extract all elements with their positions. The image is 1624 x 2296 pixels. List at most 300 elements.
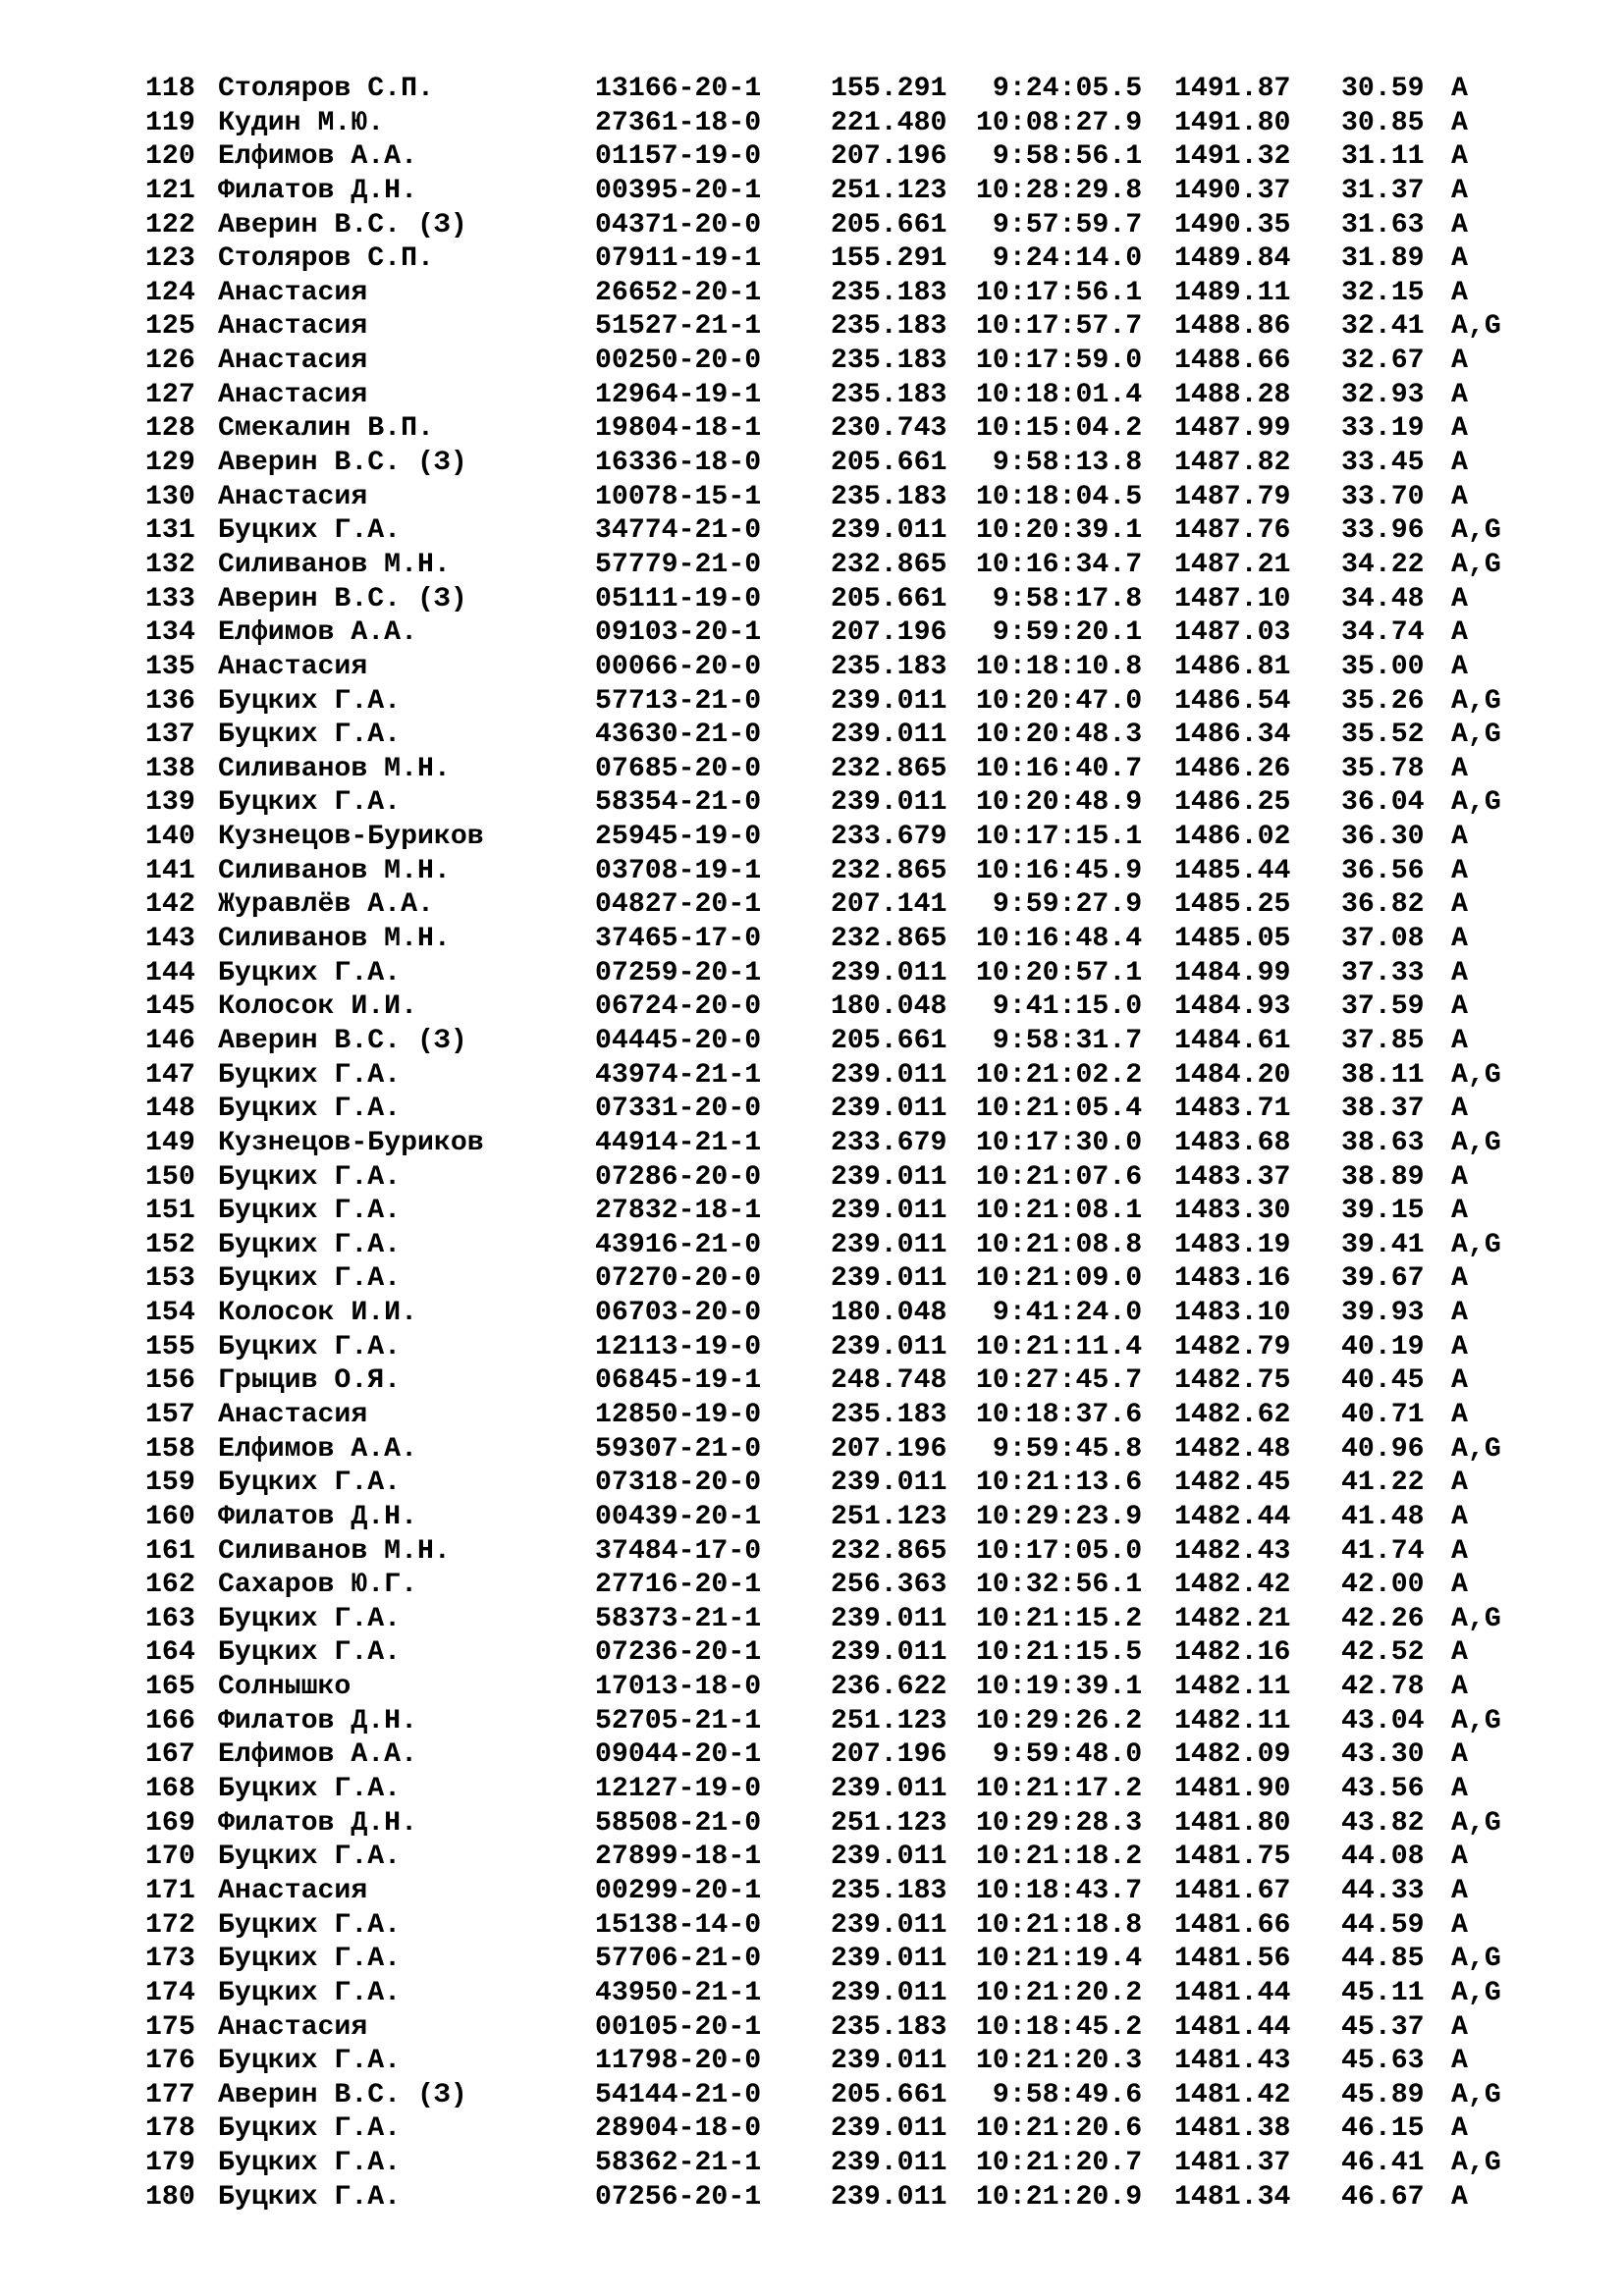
arrival-time-cell: 10:17:56.1 bbox=[976, 277, 1143, 308]
category-flag-cell: A,G bbox=[1451, 1977, 1501, 2008]
points-cell: 34.48 bbox=[1341, 583, 1425, 614]
ring-number-cell: 12113-19-0 bbox=[595, 1331, 762, 1362]
points-cell: 46.15 bbox=[1341, 2113, 1425, 2145]
fancier-name-cell: Анастасия bbox=[218, 1399, 368, 1430]
distance-cell: 205.661 bbox=[831, 209, 947, 240]
category-flag-cell: A bbox=[1451, 617, 1468, 649]
position-cell: 140 bbox=[145, 822, 195, 853]
fancier-name-cell: Кудин М.Ю. bbox=[218, 107, 385, 138]
ring-number-cell: 03708-19-1 bbox=[595, 855, 762, 886]
points-cell: 46.41 bbox=[1341, 2148, 1425, 2179]
ring-number-cell: 37484-17-0 bbox=[595, 1535, 762, 1567]
points-cell: 45.11 bbox=[1341, 1977, 1425, 2008]
speed-cell: 1481.66 bbox=[1174, 1909, 1291, 1941]
ring-number-cell: 06724-20-0 bbox=[595, 991, 762, 1023]
ring-number-cell: 27361-18-0 bbox=[595, 107, 762, 138]
speed-cell: 1483.16 bbox=[1174, 1263, 1291, 1295]
distance-cell: 207.196 bbox=[831, 1739, 947, 1771]
ring-number-cell: 00439-20-1 bbox=[595, 1501, 762, 1532]
distance-cell: 239.011 bbox=[831, 1263, 947, 1295]
distance-cell: 236.622 bbox=[831, 1672, 947, 1703]
category-flag-cell: A,G bbox=[1451, 1705, 1501, 1736]
ring-number-cell: 57779-21-0 bbox=[595, 549, 762, 580]
points-cell: 39.93 bbox=[1341, 1298, 1425, 1329]
points-cell: 33.19 bbox=[1341, 413, 1425, 445]
position-cell: 119 bbox=[145, 107, 195, 138]
speed-cell: 1489.11 bbox=[1174, 277, 1291, 308]
speed-cell: 1491.87 bbox=[1174, 74, 1291, 104]
arrival-time-cell: 10:29:28.3 bbox=[976, 1807, 1143, 1839]
ring-number-cell: 58508-21-0 bbox=[595, 1807, 762, 1839]
points-cell: 39.15 bbox=[1341, 1196, 1425, 1227]
category-flag-cell: A,G bbox=[1451, 549, 1501, 580]
fancier-name-cell: Буцких Г.А. bbox=[218, 1229, 402, 1260]
ring-number-cell: 10078-15-1 bbox=[595, 481, 762, 512]
speed-cell: 1482.21 bbox=[1174, 1603, 1291, 1634]
position-cell: 129 bbox=[145, 448, 195, 479]
category-flag-cell: A bbox=[1451, 1501, 1468, 1532]
speed-cell: 1486.54 bbox=[1174, 685, 1291, 717]
points-cell: 32.93 bbox=[1341, 379, 1425, 410]
ring-number-cell: 07270-20-0 bbox=[595, 1263, 762, 1295]
category-flag-cell: A,G bbox=[1451, 311, 1501, 343]
ring-number-cell: 07259-20-1 bbox=[595, 957, 762, 988]
points-cell: 37.85 bbox=[1341, 1025, 1425, 1056]
category-flag-cell: A bbox=[1451, 1263, 1468, 1295]
category-flag-cell: A bbox=[1451, 1468, 1468, 1499]
category-flag-cell: A bbox=[1451, 1637, 1468, 1669]
category-flag-cell: A bbox=[1451, 1909, 1468, 1941]
ring-number-cell: 06703-20-0 bbox=[595, 1298, 762, 1329]
points-cell: 35.78 bbox=[1341, 753, 1425, 784]
ring-number-cell: 00299-20-1 bbox=[595, 1875, 762, 1906]
points-cell: 30.85 bbox=[1341, 107, 1425, 138]
category-flag-cell: A bbox=[1451, 141, 1468, 173]
position-cell: 127 bbox=[145, 379, 195, 410]
position-cell: 175 bbox=[145, 2011, 195, 2043]
speed-cell: 1482.75 bbox=[1174, 1365, 1291, 1397]
category-flag-cell: A bbox=[1451, 481, 1468, 512]
points-cell: 44.33 bbox=[1341, 1875, 1425, 1906]
points-cell: 33.45 bbox=[1341, 448, 1425, 479]
arrival-time-cell: 10:20:47.0 bbox=[976, 685, 1143, 717]
ring-number-cell: 57713-21-0 bbox=[595, 685, 762, 717]
fancier-name-cell: Буцких Г.А. bbox=[218, 685, 402, 717]
fancier-name-cell: Анастасия bbox=[218, 277, 368, 308]
arrival-time-cell: 10:18:10.8 bbox=[976, 651, 1143, 682]
distance-cell: 235.183 bbox=[831, 2011, 947, 2043]
distance-cell: 155.291 bbox=[831, 243, 947, 275]
arrival-time-cell: 10:18:01.4 bbox=[976, 379, 1143, 410]
points-cell: 43.04 bbox=[1341, 1705, 1425, 1736]
distance-cell: 239.011 bbox=[831, 1094, 947, 1125]
distance-cell: 205.661 bbox=[831, 448, 947, 479]
ring-number-cell: 00395-20-1 bbox=[595, 175, 762, 206]
arrival-time-cell: 10:16:40.7 bbox=[976, 753, 1143, 784]
position-cell: 125 bbox=[145, 311, 195, 343]
position-cell: 171 bbox=[145, 1875, 195, 1906]
position-cell: 153 bbox=[145, 1263, 195, 1295]
position-cell: 178 bbox=[145, 2113, 195, 2145]
arrival-time-cell: 10:20:48.3 bbox=[976, 720, 1143, 751]
distance-cell: 232.865 bbox=[831, 549, 947, 580]
position-cell: 136 bbox=[145, 685, 195, 717]
speed-cell: 1489.84 bbox=[1174, 243, 1291, 275]
distance-cell: 235.183 bbox=[831, 346, 947, 377]
ring-number-cell: 58362-21-1 bbox=[595, 2148, 762, 2179]
category-flag-cell: A bbox=[1451, 583, 1468, 614]
arrival-time-cell: 10:21:15.5 bbox=[976, 1637, 1143, 1669]
fancier-name-cell: Елфимов А.А. bbox=[218, 1433, 417, 1465]
category-flag-cell: A bbox=[1451, 1842, 1468, 1873]
fancier-name-cell: Аверин В.С. (З) bbox=[218, 209, 467, 240]
ring-number-cell: 57706-21-0 bbox=[595, 1944, 762, 1975]
arrival-time-cell: 10:15:04.2 bbox=[976, 413, 1143, 445]
arrival-time-cell: 10:17:57.7 bbox=[976, 311, 1143, 343]
fancier-name-cell: Силиванов М.Н. bbox=[218, 855, 451, 886]
speed-cell: 1486.02 bbox=[1174, 822, 1291, 853]
speed-cell: 1481.34 bbox=[1174, 2181, 1291, 2213]
ring-number-cell: 52705-21-1 bbox=[595, 1705, 762, 1736]
fancier-name-cell: Анастасия bbox=[218, 1875, 368, 1906]
position-cell: 131 bbox=[145, 515, 195, 547]
points-cell: 36.82 bbox=[1341, 889, 1425, 921]
position-cell: 122 bbox=[145, 209, 195, 240]
ring-number-cell: 28904-18-0 bbox=[595, 2113, 762, 2145]
position-cell: 138 bbox=[145, 753, 195, 784]
ring-number-cell: 43950-21-1 bbox=[595, 1977, 762, 2008]
speed-cell: 1483.68 bbox=[1174, 1127, 1291, 1158]
category-flag-cell: A bbox=[1451, 957, 1468, 988]
ring-number-cell: 16336-18-0 bbox=[595, 448, 762, 479]
distance-cell: 239.011 bbox=[831, 957, 947, 988]
ring-number-cell: 04827-20-1 bbox=[595, 889, 762, 921]
fancier-name-cell: Грыцив О.Я. bbox=[218, 1365, 402, 1397]
arrival-time-cell: 10:20:57.1 bbox=[976, 957, 1143, 988]
points-cell: 46.67 bbox=[1341, 2181, 1425, 2213]
distance-cell: 180.048 bbox=[831, 991, 947, 1023]
fancier-name-cell: Силиванов М.Н. bbox=[218, 1535, 451, 1567]
distance-cell: 235.183 bbox=[831, 1399, 947, 1430]
speed-cell: 1481.37 bbox=[1174, 2148, 1291, 2179]
arrival-time-cell: 10:21:18.2 bbox=[976, 1842, 1143, 1873]
distance-cell: 256.363 bbox=[831, 1570, 947, 1601]
arrival-time-cell: 9:59:45.8 bbox=[976, 1433, 1143, 1465]
position-cell: 137 bbox=[145, 720, 195, 751]
distance-cell: 239.011 bbox=[831, 2148, 947, 2179]
position-cell: 155 bbox=[145, 1331, 195, 1362]
points-cell: 32.15 bbox=[1341, 277, 1425, 308]
points-cell: 35.52 bbox=[1341, 720, 1425, 751]
arrival-time-cell: 10:21:20.2 bbox=[976, 1977, 1143, 2008]
arrival-time-cell: 10:21:05.4 bbox=[976, 1094, 1143, 1125]
position-cell: 130 bbox=[145, 481, 195, 512]
fancier-name-cell: Кузнецов-Буриков bbox=[218, 822, 484, 853]
ring-number-cell: 07256-20-1 bbox=[595, 2181, 762, 2213]
distance-cell: 221.480 bbox=[831, 107, 947, 138]
distance-cell: 155.291 bbox=[831, 74, 947, 104]
fancier-name-cell: Филатов Д.Н. bbox=[218, 175, 417, 206]
category-flag-cell: A bbox=[1451, 1399, 1468, 1430]
distance-cell: 239.011 bbox=[831, 1637, 947, 1669]
distance-cell: 232.865 bbox=[831, 1535, 947, 1567]
speed-cell: 1485.44 bbox=[1174, 855, 1291, 886]
distance-cell: 235.183 bbox=[831, 379, 947, 410]
ring-number-cell: 07286-20-0 bbox=[595, 1161, 762, 1193]
points-cell: 43.56 bbox=[1341, 1774, 1425, 1805]
ring-number-cell: 13166-20-1 bbox=[595, 74, 762, 104]
points-cell: 42.52 bbox=[1341, 1637, 1425, 1669]
position-cell: 132 bbox=[145, 549, 195, 580]
category-flag-cell: A bbox=[1451, 1196, 1468, 1227]
position-cell: 150 bbox=[145, 1161, 195, 1193]
fancier-name-cell: Буцких Г.А. bbox=[218, 1161, 402, 1193]
distance-cell: 232.865 bbox=[831, 753, 947, 784]
distance-cell: 239.011 bbox=[831, 1229, 947, 1260]
category-flag-cell: A bbox=[1451, 175, 1468, 206]
ring-number-cell: 12964-19-1 bbox=[595, 379, 762, 410]
distance-cell: 233.679 bbox=[831, 1127, 947, 1158]
position-cell: 128 bbox=[145, 413, 195, 445]
position-cell: 139 bbox=[145, 787, 195, 819]
distance-cell: 232.865 bbox=[831, 924, 947, 955]
ring-number-cell: 27832-18-1 bbox=[595, 1196, 762, 1227]
arrival-time-cell: 10:21:20.7 bbox=[976, 2148, 1143, 2179]
position-cell: 148 bbox=[145, 1094, 195, 1125]
fancier-name-cell: Силиванов М.Н. bbox=[218, 753, 451, 784]
fancier-name-cell: Аверин В.С. (З) bbox=[218, 2079, 467, 2110]
points-cell: 42.26 bbox=[1341, 1603, 1425, 1634]
fancier-name-cell: Солнышко bbox=[218, 1672, 352, 1703]
ring-number-cell: 06845-19-1 bbox=[595, 1365, 762, 1397]
category-flag-cell: A bbox=[1451, 991, 1468, 1023]
distance-cell: 232.865 bbox=[831, 855, 947, 886]
position-cell: 168 bbox=[145, 1774, 195, 1805]
speed-cell: 1487.76 bbox=[1174, 515, 1291, 547]
category-flag-cell: A bbox=[1451, 1672, 1468, 1703]
arrival-time-cell: 10:08:27.9 bbox=[976, 107, 1143, 138]
arrival-time-cell: 10:19:39.1 bbox=[976, 1672, 1143, 1703]
arrival-time-cell: 10:21:02.2 bbox=[976, 1059, 1143, 1091]
ring-number-cell: 04371-20-0 bbox=[595, 209, 762, 240]
arrival-time-cell: 10:20:48.9 bbox=[976, 787, 1143, 819]
points-cell: 38.11 bbox=[1341, 1059, 1425, 1091]
arrival-time-cell: 9:24:14.0 bbox=[976, 243, 1143, 275]
speed-cell: 1481.42 bbox=[1174, 2079, 1291, 2110]
position-cell: 149 bbox=[145, 1127, 195, 1158]
position-cell: 141 bbox=[145, 855, 195, 886]
arrival-time-cell: 10:27:45.7 bbox=[976, 1365, 1143, 1397]
fancier-name-cell: Буцких Г.А. bbox=[218, 720, 402, 751]
category-flag-cell: A bbox=[1451, 889, 1468, 921]
fancier-name-cell: Аверин В.С. (З) bbox=[218, 583, 467, 614]
speed-cell: 1482.62 bbox=[1174, 1399, 1291, 1430]
ring-number-cell: 43974-21-1 bbox=[595, 1059, 762, 1091]
arrival-time-cell: 10:28:29.8 bbox=[976, 175, 1143, 206]
ring-number-cell: 12127-19-0 bbox=[595, 1774, 762, 1805]
fancier-name-cell: Анастасия bbox=[218, 311, 368, 343]
ring-number-cell: 37465-17-0 bbox=[595, 924, 762, 955]
arrival-time-cell: 10:17:30.0 bbox=[976, 1127, 1143, 1158]
speed-cell: 1482.11 bbox=[1174, 1705, 1291, 1736]
points-cell: 30.59 bbox=[1341, 74, 1425, 104]
arrival-time-cell: 9:58:31.7 bbox=[976, 1025, 1143, 1056]
distance-cell: 239.011 bbox=[831, 1161, 947, 1193]
category-flag-cell: A bbox=[1451, 1535, 1468, 1567]
distance-cell: 205.661 bbox=[831, 583, 947, 614]
distance-cell: 235.183 bbox=[831, 1875, 947, 1906]
distance-cell: 239.011 bbox=[831, 720, 947, 751]
category-flag-cell: A bbox=[1451, 1025, 1468, 1056]
position-cell: 145 bbox=[145, 991, 195, 1023]
ring-number-cell: 09103-20-1 bbox=[595, 617, 762, 649]
ring-number-cell: 59307-21-0 bbox=[595, 1433, 762, 1465]
fancier-name-cell: Буцких Г.А. bbox=[218, 2148, 402, 2179]
speed-cell: 1482.79 bbox=[1174, 1331, 1291, 1362]
distance-cell: 251.123 bbox=[831, 1501, 947, 1532]
arrival-time-cell: 10:32:56.1 bbox=[976, 1570, 1143, 1601]
arrival-time-cell: 10:17:59.0 bbox=[976, 346, 1143, 377]
speed-cell: 1490.35 bbox=[1174, 209, 1291, 240]
distance-cell: 239.011 bbox=[831, 2181, 947, 2213]
arrival-time-cell: 9:59:20.1 bbox=[976, 617, 1143, 649]
position-cell: 164 bbox=[145, 1637, 195, 1669]
speed-cell: 1481.44 bbox=[1174, 1977, 1291, 2008]
ring-number-cell: 19804-18-1 bbox=[595, 413, 762, 445]
arrival-time-cell: 10:21:11.4 bbox=[976, 1331, 1143, 1362]
speed-cell: 1486.81 bbox=[1174, 651, 1291, 682]
speed-cell: 1490.37 bbox=[1174, 175, 1291, 206]
fancier-name-cell: Аверин В.С. (З) bbox=[218, 448, 467, 479]
category-flag-cell: A bbox=[1451, 924, 1468, 955]
points-cell: 43.82 bbox=[1341, 1807, 1425, 1839]
fancier-name-cell: Буцких Г.А. bbox=[218, 1196, 402, 1227]
speed-cell: 1481.90 bbox=[1174, 1774, 1291, 1805]
points-cell: 41.74 bbox=[1341, 1535, 1425, 1567]
speed-cell: 1488.86 bbox=[1174, 311, 1291, 343]
distance-cell: 230.743 bbox=[831, 413, 947, 445]
category-flag-cell: A bbox=[1451, 1875, 1468, 1906]
arrival-time-cell: 10:21:17.2 bbox=[976, 1774, 1143, 1805]
arrival-time-cell: 10:21:08.8 bbox=[976, 1229, 1143, 1260]
points-cell: 40.19 bbox=[1341, 1331, 1425, 1362]
category-flag-cell: A bbox=[1451, 2181, 1468, 2213]
distance-cell: 239.011 bbox=[831, 1468, 947, 1499]
arrival-time-cell: 10:17:05.0 bbox=[976, 1535, 1143, 1567]
arrival-time-cell: 10:21:20.6 bbox=[976, 2113, 1143, 2145]
position-cell: 170 bbox=[145, 1842, 195, 1873]
category-flag-cell: A bbox=[1451, 1298, 1468, 1329]
category-flag-cell: A bbox=[1451, 379, 1468, 410]
distance-cell: 233.679 bbox=[831, 822, 947, 853]
ring-number-cell: 58373-21-1 bbox=[595, 1603, 762, 1634]
points-cell: 40.96 bbox=[1341, 1433, 1425, 1465]
speed-cell: 1483.19 bbox=[1174, 1229, 1291, 1260]
position-cell: 176 bbox=[145, 2046, 195, 2077]
arrival-time-cell: 10:18:04.5 bbox=[976, 481, 1143, 512]
speed-cell: 1486.26 bbox=[1174, 753, 1291, 784]
points-cell: 31.89 bbox=[1341, 243, 1425, 275]
category-flag-cell: A,G bbox=[1451, 720, 1501, 751]
points-cell: 34.22 bbox=[1341, 549, 1425, 580]
speed-cell: 1482.43 bbox=[1174, 1535, 1291, 1567]
position-cell: 123 bbox=[145, 243, 195, 275]
speed-cell: 1481.67 bbox=[1174, 1875, 1291, 1906]
points-cell: 43.30 bbox=[1341, 1739, 1425, 1771]
points-cell: 31.63 bbox=[1341, 209, 1425, 240]
category-flag-cell: A bbox=[1451, 2113, 1468, 2145]
position-cell: 156 bbox=[145, 1365, 195, 1397]
ring-number-cell: 54144-21-0 bbox=[595, 2079, 762, 2110]
speed-cell: 1483.71 bbox=[1174, 1094, 1291, 1125]
fancier-name-cell: Столяров С.П. bbox=[218, 74, 434, 104]
arrival-time-cell: 10:21:20.9 bbox=[976, 2181, 1143, 2213]
category-flag-cell: A,G bbox=[1451, 1807, 1501, 1839]
fancier-name-cell: Журавлёв А.А. bbox=[218, 889, 434, 921]
distance-cell: 239.011 bbox=[831, 787, 947, 819]
arrival-time-cell: 10:16:45.9 bbox=[976, 855, 1143, 886]
position-cell: 133 bbox=[145, 583, 195, 614]
position-cell: 174 bbox=[145, 1977, 195, 2008]
category-flag-cell: A bbox=[1451, 822, 1468, 853]
ring-number-cell: 07685-20-0 bbox=[595, 753, 762, 784]
speed-cell: 1484.61 bbox=[1174, 1025, 1291, 1056]
fancier-name-cell: Столяров С.П. bbox=[218, 243, 434, 275]
arrival-time-cell: 10:21:18.8 bbox=[976, 1909, 1143, 1941]
arrival-time-cell: 10:16:34.7 bbox=[976, 549, 1143, 580]
points-cell: 36.56 bbox=[1341, 855, 1425, 886]
speed-cell: 1482.09 bbox=[1174, 1739, 1291, 1771]
distance-cell: 239.011 bbox=[831, 685, 947, 717]
fancier-name-cell: Буцких Г.А. bbox=[218, 1468, 402, 1499]
arrival-time-cell: 10:18:37.6 bbox=[976, 1399, 1143, 1430]
position-cell: 157 bbox=[145, 1399, 195, 1430]
category-flag-cell: A bbox=[1451, 1739, 1468, 1771]
speed-cell: 1482.11 bbox=[1174, 1672, 1291, 1703]
position-cell: 173 bbox=[145, 1944, 195, 1975]
distance-cell: 235.183 bbox=[831, 651, 947, 682]
category-flag-cell: A bbox=[1451, 2011, 1468, 2043]
fancier-name-cell: Буцких Г.А. bbox=[218, 515, 402, 547]
points-cell: 37.59 bbox=[1341, 991, 1425, 1023]
distance-cell: 239.011 bbox=[831, 515, 947, 547]
ring-number-cell: 34774-21-0 bbox=[595, 515, 762, 547]
fancier-name-cell: Буцких Г.А. bbox=[218, 1637, 402, 1669]
ring-number-cell: 01157-19-0 bbox=[595, 141, 762, 173]
arrival-time-cell: 10:21:13.6 bbox=[976, 1468, 1143, 1499]
fancier-name-cell: Буцких Г.А. bbox=[218, 957, 402, 988]
position-cell: 151 bbox=[145, 1196, 195, 1227]
category-flag-cell: A bbox=[1451, 855, 1468, 886]
category-flag-cell: A bbox=[1451, 1331, 1468, 1362]
fancier-name-cell: Анастасия bbox=[218, 346, 368, 377]
arrival-time-cell: 10:21:09.0 bbox=[976, 1263, 1143, 1295]
position-cell: 143 bbox=[145, 924, 195, 955]
category-flag-cell: A,G bbox=[1451, 787, 1501, 819]
points-cell: 31.37 bbox=[1341, 175, 1425, 206]
distance-cell: 205.661 bbox=[831, 1025, 947, 1056]
points-cell: 40.71 bbox=[1341, 1399, 1425, 1430]
ring-number-cell: 17013-18-0 bbox=[595, 1672, 762, 1703]
distance-cell: 207.141 bbox=[831, 889, 947, 921]
speed-cell: 1481.75 bbox=[1174, 1842, 1291, 1873]
points-cell: 35.26 bbox=[1341, 685, 1425, 717]
points-cell: 38.37 bbox=[1341, 1094, 1425, 1125]
points-cell: 34.74 bbox=[1341, 617, 1425, 649]
ring-number-cell: 51527-21-1 bbox=[595, 311, 762, 343]
points-cell: 39.41 bbox=[1341, 1229, 1425, 1260]
fancier-name-cell: Филатов Д.Н. bbox=[218, 1501, 417, 1532]
